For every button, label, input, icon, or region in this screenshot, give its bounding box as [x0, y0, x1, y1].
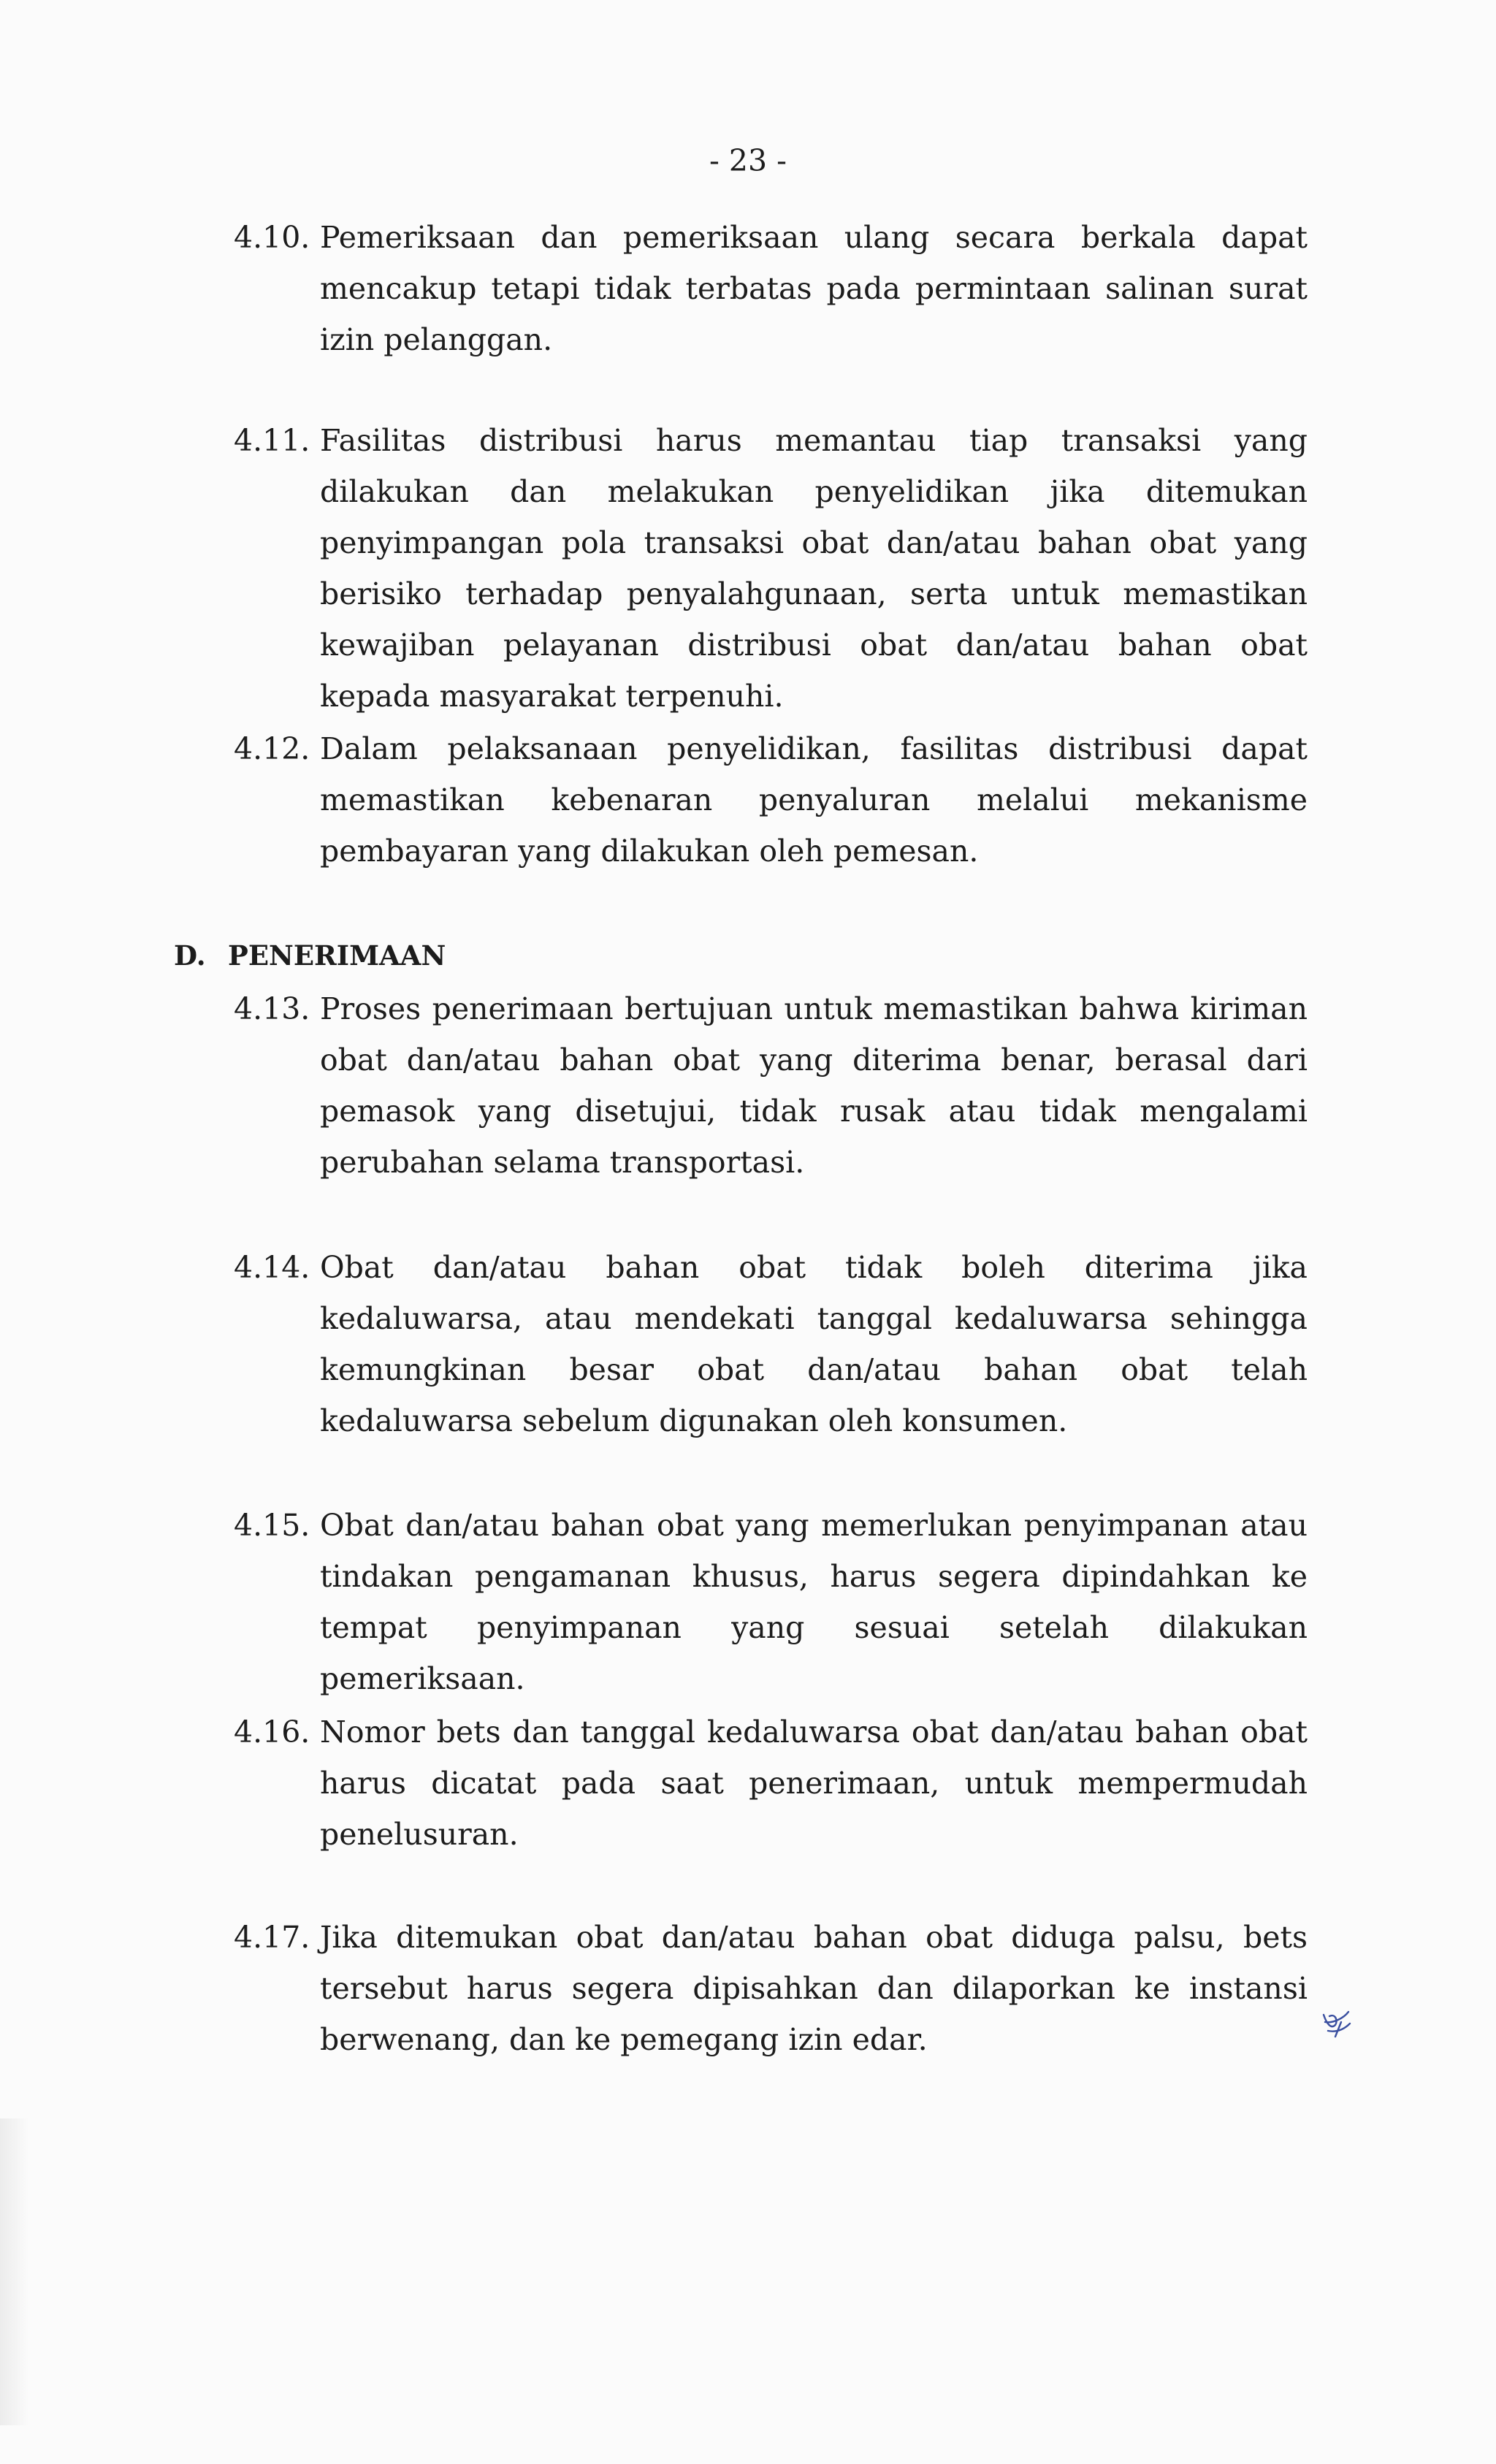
- paragraph-number: 4.12.: [234, 731, 310, 766]
- paragraph-4-12: [234, 723, 1308, 877]
- paragraph-text: Obat dan/atau bahan obat tidak boleh diterima jika kedaluwarsa, atau mendekati tanggal kedaluwarsa sehingga kemungkinan besar obat dan/atau bahan obat telah kedaluwarsa sebelum digunakan oleh konsumen.: [320, 1250, 1308, 1438]
- handwritten-initial-icon: [1319, 2007, 1354, 2042]
- paragraph-text: Fasilitas distribusi harus memantau tiap transaksi yang dilakukan dan melakukan penyelidikan jika ditemukan penyimpangan pola transaksi obat dan/atau bahan obat yang berisiko terhadap penyalahgunaan, serta untuk memastikan kewajiban pelayanan distribusi obat dan/atau bahan obat kepada masyarakat terpenuhi.: [320, 423, 1308, 714]
- paragraph-text: Jika ditemukan obat dan/atau bahan obat diduga palsu, bets tersebut harus segera dipisahkan dan dilaporkan ke instansi berwenang, dan ke pemegang izin edar.: [320, 1920, 1308, 2057]
- paragraph-text: Nomor bets dan tanggal kedaluwarsa obat dan/atau bahan obat harus dicatat pada saat penerimaan, untuk mempermudah penelusuran.: [320, 1714, 1308, 1852]
- paragraph-number: 4.13.: [234, 991, 310, 1026]
- paragraph-number: 4.17.: [234, 1920, 310, 1955]
- paragraph-number: 4.11.: [234, 423, 310, 458]
- paragraph-number: 4.16.: [234, 1714, 310, 1750]
- paragraph-4-10: [234, 212, 1308, 365]
- paragraph-number: 4.10.: [234, 220, 310, 255]
- scan-edge-shadow: [0, 2118, 29, 2425]
- paragraph-number: 4.14.: [234, 1250, 310, 1285]
- paragraph-4-16: [234, 1706, 1308, 1860]
- section-title: PENERIMAAN: [228, 939, 446, 972]
- paragraph-4-17: [234, 1912, 1308, 2065]
- paragraph-number: 4.15.: [234, 1508, 310, 1543]
- paragraph-4-15: [234, 1500, 1308, 1704]
- paragraph-4-14: [234, 1242, 1308, 1446]
- section-letter: D.: [174, 939, 206, 972]
- section-heading: [174, 930, 446, 981]
- paragraph-4-13: [234, 983, 1308, 1188]
- paragraph-text: Dalam pelaksanaan penyelidikan, fasilitas distribusi dapat memastikan kebenaran penyaluran melalui mekanisme pembayaran yang dilakukan oleh pemesan.: [320, 731, 1308, 869]
- paragraph-text: Pemeriksaan dan pemeriksaan ulang secara berkala dapat mencakup tetapi tidak terbatas pada permintaan salinan surat izin pelanggan.: [320, 220, 1308, 357]
- paragraph-text: Proses penerimaan bertujuan untuk memastikan bahwa kiriman obat dan/atau bahan obat yang diterima benar, berasal dari pemasok yang disetujui, tidak rusak atau tidak mengalami perubahan selama transportasi.: [320, 991, 1308, 1180]
- paragraph-text: Obat dan/atau bahan obat yang memerlukan penyimpanan atau tindakan pengamanan khusus, harus segera dipindahkan ke tempat penyimpanan yang sesuai setelah dilakukan pemeriksaan.: [320, 1508, 1308, 1696]
- page-number: - 23 -: [709, 143, 787, 178]
- paragraph-4-11: [234, 415, 1308, 722]
- handwritten-initial-mark: [1319, 2007, 1354, 2040]
